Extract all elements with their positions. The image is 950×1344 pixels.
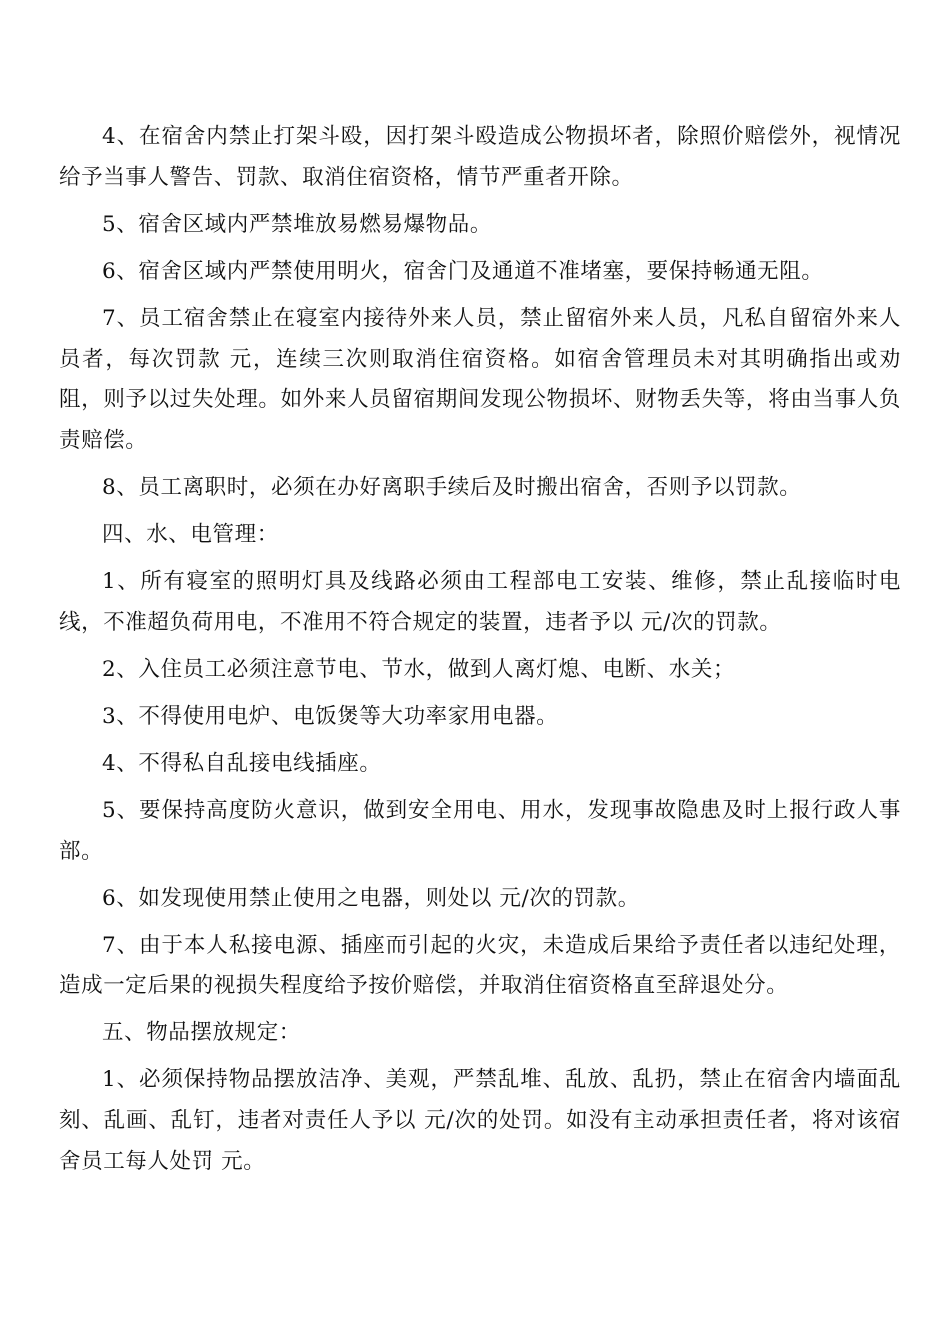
rule-paragraph: 5、宿舍区域内严禁堆放易燃易爆物品。	[102, 211, 492, 237]
rule-paragraph: 1、所有寝室的照明灯具及线路必须由工程部电工安装、维修，禁止乱接临时电线，不准超负荷用电，不准用不符合规定的装置，违者予以 元/次的罚款。	[59, 569, 901, 635]
section-heading: 四、水、电管理：	[102, 522, 279, 548]
section-heading: 五、物品摆放规定：	[102, 1020, 301, 1046]
document-body	[59, 117, 901, 1189]
rule-paragraph: 7、由于本人私接电源、插座而引起的火灾，未造成后果给予责任者以违纪处理，造成一定后果的视损失程度给予按价赔偿，并取消住宿资格直至辞退处分。	[59, 932, 901, 999]
rule-paragraph: 3、不得使用电炉、电饭煲等大功率家用电器。	[102, 703, 559, 729]
rule-paragraph: 1、必须保持物品摆放洁净、美观，严禁乱堆、乱放、乱扔，禁止在宿舍内墙面乱刻、乱画、乱钉，违者对责任人予以 元/次的处罚。如没有主动承担责任者，将对该宿舍员工每人处罚 元。	[59, 1067, 901, 1174]
rule-paragraph: 7、员工宿舍禁止在寝室内接待外来人员，禁止留宿外来人员，凡私自留宿外来人员者，每次罚款 元，连续三次则取消住宿资格。如宿舍管理员未对其明确指出或劝阻，则予以过失处理。如外来人员留宿期间发现公物损坏、财物丢失等，将由当事人负责赔偿。	[59, 305, 901, 454]
rule-paragraph: 2、入住员工必须注意节电、节水，做到人离灯熄、电断、水关；	[102, 656, 736, 682]
rule-paragraph: 5、要保持高度防火意识，做到安全用电、用水，发现事故隐患及时上报行政人事部。	[59, 797, 901, 864]
rule-paragraph: 8、员工离职时，必须在办好离职手续后及时搬出宿舍，否则予以罚款。	[102, 475, 802, 501]
rule-paragraph: 6、如发现使用禁止使用之电器，则处以 元/次的罚款。	[102, 885, 640, 911]
rule-paragraph: 6、宿舍区域内严禁使用明火，宿舍门及通道不准堵塞，要保持畅通无阻。	[102, 258, 824, 284]
rule-paragraph: 4、在宿舍内禁止打架斗殴，因打架斗殴造成公物损坏者，除照价赔偿外，视情况给予当事人警告、罚款、取消住宿资格，情节严重者开除。	[59, 124, 901, 190]
rule-paragraph: 4、不得私自乱接电线插座。	[102, 750, 382, 776]
